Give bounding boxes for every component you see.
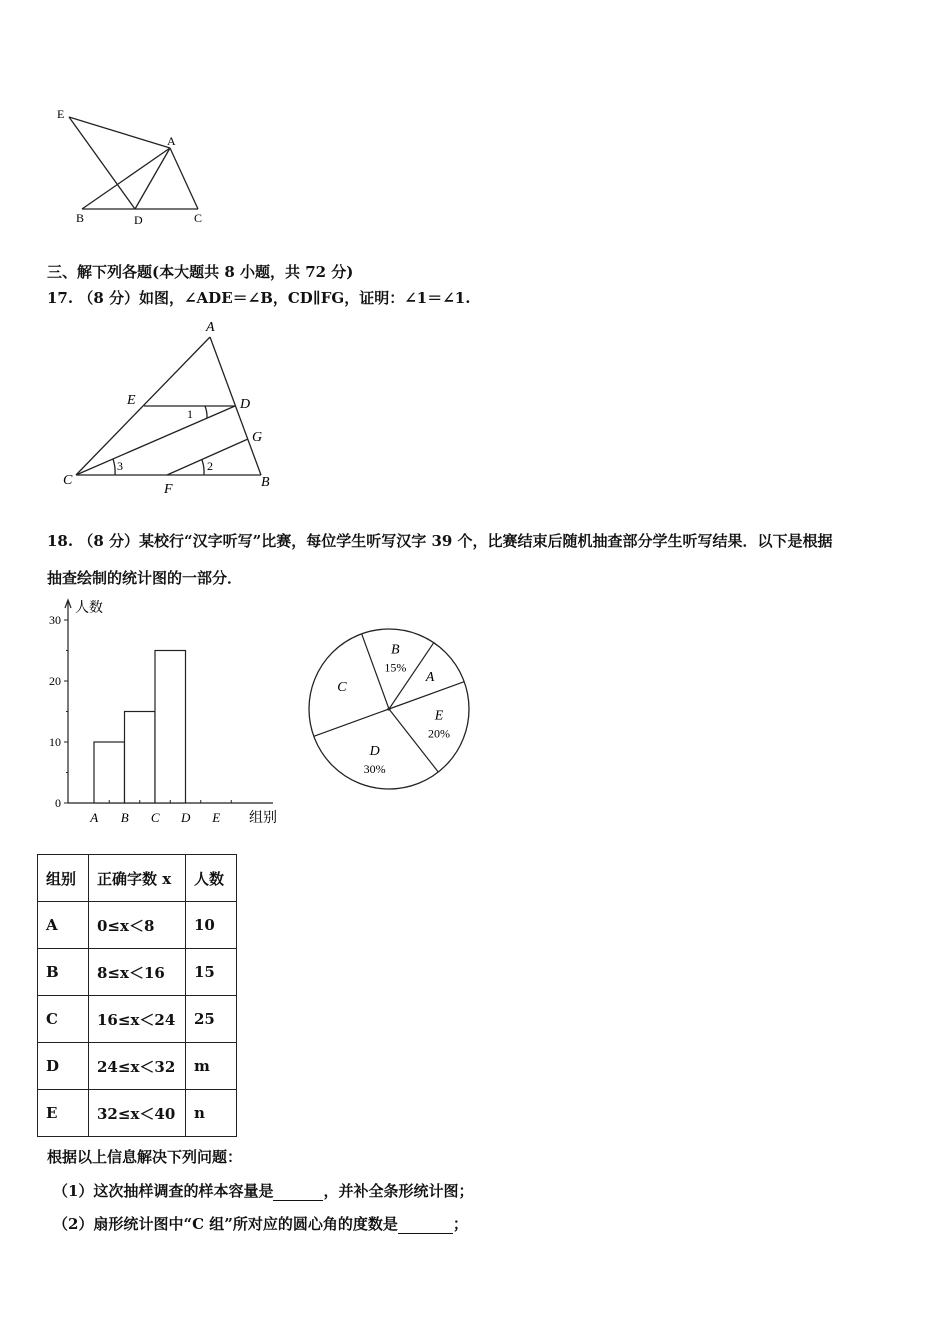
label-B: B (261, 475, 270, 490)
slice-percent-E: 20% (427, 726, 450, 741)
x-tick-label-D: D (181, 810, 191, 825)
table-header: 组别 (38, 855, 89, 902)
table-cell: 15 (186, 949, 237, 996)
table-row (38, 902, 237, 949)
sub-question-1-end: ，并补全条形统计图； (323, 1182, 474, 1200)
table-cell: D (38, 1043, 89, 1090)
slice-label-C: C (337, 680, 347, 696)
table-header-row (38, 855, 237, 902)
table-row (38, 996, 237, 1043)
table-cell: E (38, 1090, 89, 1137)
table-cell: 16≤x＜24 (89, 996, 186, 1043)
table-cell: n (186, 1090, 237, 1137)
y-tick-label: 30 (49, 613, 61, 627)
bar-chart (35, 590, 295, 830)
score-table (37, 854, 237, 1137)
bar-C (155, 651, 186, 804)
slice-label-B: B (391, 642, 400, 658)
bar-B (125, 712, 156, 804)
label-G: G (252, 430, 263, 445)
x-tick-label-A: A (90, 810, 99, 825)
label-A: A (167, 134, 176, 148)
table-cell: A (38, 902, 89, 949)
label-D: D (134, 213, 143, 227)
table-row (38, 1043, 237, 1090)
table-row (38, 949, 237, 996)
slice-label-E: E (434, 708, 444, 724)
section-heading: 三、解下列各题(本大题共 8 小题，共 72 分) (47, 263, 354, 281)
sub-question-1 (53, 1180, 473, 1201)
label-F: F (164, 482, 173, 495)
slice-label-D: D (369, 743, 380, 759)
pie-chart (300, 620, 480, 800)
table-cell: 0≤x＜8 (89, 902, 186, 949)
table-cell: 25 (186, 996, 237, 1043)
label-E: E (127, 393, 136, 408)
prompt-text: 根据以上信息解决下列问题： (47, 1148, 243, 1166)
table-cell: 8≤x＜16 (89, 949, 186, 996)
y-tick-label: 20 (49, 674, 61, 688)
label-C: C (194, 211, 203, 225)
slice-percent-D: 30% (363, 761, 386, 776)
triangle-figure-17 (55, 315, 285, 495)
slice-percent-B: 15% (384, 660, 407, 675)
table-cell: 10 (186, 902, 237, 949)
label-A: A (206, 320, 215, 335)
x-tick-label-B: B (120, 810, 129, 825)
angle-3: 3 (117, 459, 123, 473)
sub-question-2 (53, 1213, 468, 1234)
y-tick-label: 0 (55, 796, 61, 810)
table-cell: B (38, 949, 89, 996)
pie-center (387, 707, 390, 710)
table-row (38, 1090, 237, 1137)
label-C: C (63, 473, 73, 488)
x-tick-label-E: E (212, 810, 221, 825)
y-tick-label: 10 (49, 735, 61, 749)
label-E: E (57, 107, 65, 121)
answer-blank-2[interactable] (398, 1215, 453, 1234)
x-axis-label: 组别 (249, 811, 277, 826)
table-cell: 32≤x＜40 (89, 1090, 186, 1137)
slice-label-A: A (425, 669, 435, 685)
label-B: B (76, 211, 85, 225)
sub-question-2-start: （2）扇形统计图中“C 组”所对应的圆心角的度数是 (53, 1215, 398, 1233)
sub-question-2-end: ； (452, 1215, 468, 1233)
table-header: 正确字数 x (89, 855, 186, 902)
bar-A (94, 742, 125, 803)
question-17-text: 17. （8 分）如图，∠ADE＝∠B，CD∥FG，证明：∠1＝∠1. (47, 289, 471, 307)
table-cell: C (38, 996, 89, 1043)
table-cell: m (186, 1043, 237, 1090)
angle-1: 1 (187, 407, 193, 421)
question-18-text-line2: 抽查绘制的统计图的一部分． (47, 569, 243, 587)
label-D: D (240, 397, 251, 412)
angle-2: 2 (207, 459, 213, 473)
question-18-text-line1: 18. （8 分）某校行“汉字听写”比赛，每位学生听写汉字 39 个，比赛结束后随机抽查部分学生听写结果．以下是根据 (47, 532, 833, 550)
y-axis-label: 人数 (75, 601, 103, 616)
table-cell: 24≤x＜32 (89, 1043, 186, 1090)
x-tick-label-C: C (150, 810, 160, 825)
triangle-figure-16 (50, 100, 220, 230)
answer-blank-1[interactable] (273, 1182, 323, 1201)
sub-question-1-start: （1）这次抽样调查的样本容量是 (53, 1182, 274, 1200)
table-header: 人数 (186, 855, 237, 902)
